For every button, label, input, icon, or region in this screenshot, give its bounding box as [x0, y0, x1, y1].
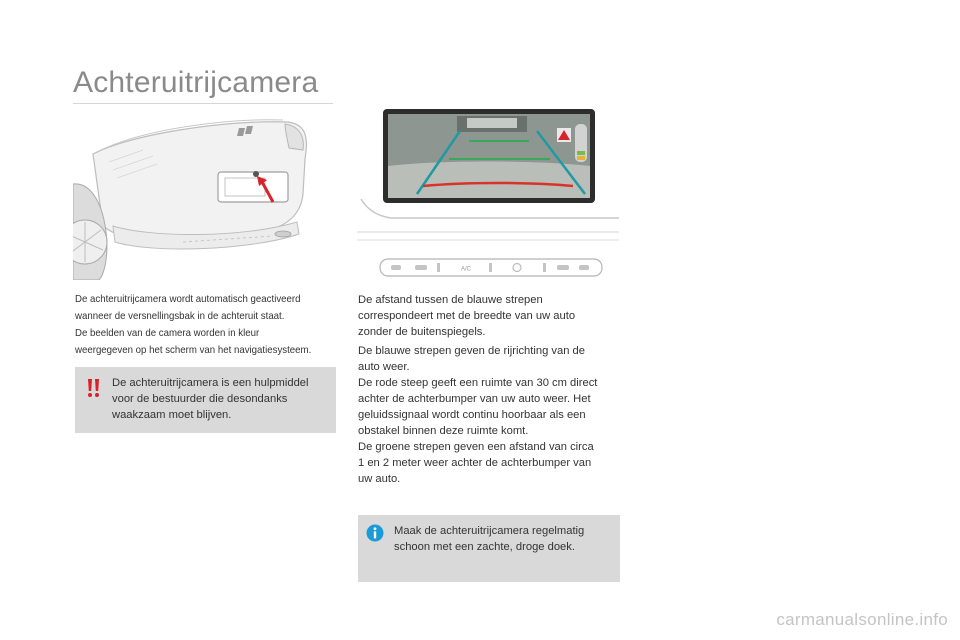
camera-screen-illustration	[357, 104, 623, 284]
car-rear-illustration	[73, 114, 337, 280]
intro-paragraph	[75, 291, 322, 359]
paragraph-line: zonder de buitenspiegels.	[358, 326, 486, 338]
warning-box	[75, 367, 336, 433]
info-icon	[366, 524, 384, 542]
warning-line: waakzaam moet blijven.	[112, 409, 232, 421]
info-box	[358, 515, 620, 582]
warning-line: voor de bestuurder die desondanks	[112, 393, 288, 405]
paragraph-line: 1 en 2 meter weer achter de achterbumper van	[358, 457, 592, 469]
paragraph-line: geluidssignaal wordt continu hoorbaar als een	[358, 409, 586, 421]
guide-lines-paragraph	[358, 343, 623, 487]
info-line: schoon met een zachte, droge doek.	[394, 541, 575, 553]
info-line: Maak de achteruitrijcamera regelmatig	[394, 525, 585, 537]
width-paragraph	[358, 292, 623, 340]
intro-line: wanneer de versnellingsbak in de achteruit staat.	[75, 310, 285, 322]
title-divider	[73, 103, 333, 104]
intro-line: De beelden van de camera worden in kleur	[75, 327, 260, 339]
warning-exclamation-icon	[85, 378, 101, 398]
paragraph-line: De blauwe strepen geven de rijrichting van de	[358, 345, 585, 357]
intro-line: weergegeven op het scherm van het navigatiesysteem.	[75, 344, 312, 356]
paragraph-line: uw auto.	[358, 473, 401, 485]
watermark[interactable]: carmanualsonline.info	[776, 610, 948, 629]
paragraph-line: obstakel binnen deze ruimte komt.	[358, 425, 529, 437]
warning-text	[112, 375, 332, 423]
paragraph-line: De rode steep geeft een ruimte van 30 cm direct	[358, 377, 598, 389]
paragraph-line: auto weer.	[358, 361, 410, 373]
info-text	[394, 523, 616, 555]
warning-line: De achteruitrijcamera is een hulpmiddel	[112, 377, 309, 389]
intro-line: De achteruitrijcamera wordt automatisch geactiveerd	[75, 293, 301, 305]
paragraph-line: De groene strepen geven een afstand van circa	[358, 441, 594, 453]
paragraph-line: De afstand tussen de blauwe strepen	[358, 294, 543, 306]
page-title: Achteruitrijcamera	[73, 66, 319, 99]
ac-label: A/C	[461, 266, 472, 273]
paragraph-line: achter de achterbumper van uw auto weer. Het	[358, 393, 591, 405]
paragraph-line: correspondeert met de breedte van uw auto	[358, 310, 576, 322]
